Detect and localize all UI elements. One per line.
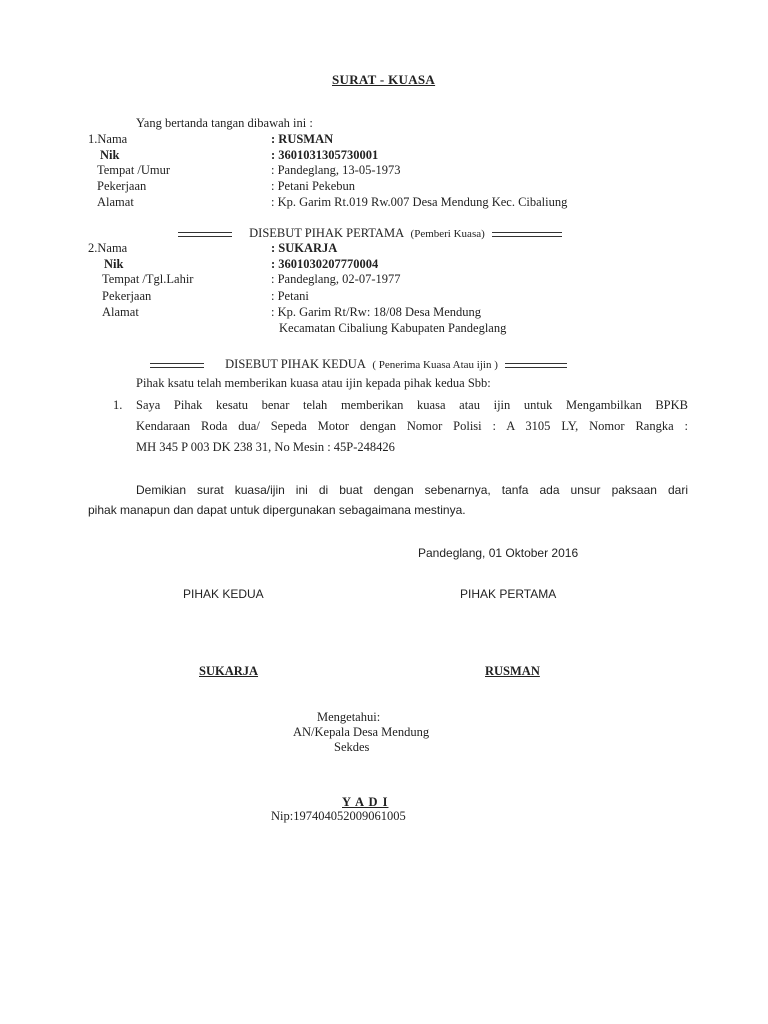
second-address-label: Alamat [102,305,139,319]
acknowledged-sub-position: Sekdes [334,740,370,754]
first-birth-value: : Pandeglang, 13-05-1973 [271,163,401,177]
first-designation [178,225,562,242]
second-nik-value: : 3601030207770004 [271,257,379,271]
acknowledged-label: Mengetahui: [317,710,381,724]
double-rule-left [150,363,204,368]
second-birth-label: Tempat /Tgl.Lahir [102,272,194,286]
item-number: 1. [113,398,123,412]
second-designation [150,356,567,373]
acknowledged-name: Y A D I [342,795,389,809]
second-address-continued: Kecamatan Cibaliung Kabupaten Pandeglang [279,321,507,335]
acknowledged-nip: Nip:197404052009061005 [271,809,406,823]
place-date: Pandeglang, 01 Oktober 2016 [418,546,579,560]
double-rule-right [492,232,562,237]
first-name-label: 1.Nama [88,132,128,146]
first-name-value: : RUSMAN [271,132,334,146]
second-birth-value: : Pandeglang, 02-07-1977 [271,272,401,286]
second-job-label: Pekerjaan [102,289,152,303]
first-designation-main: DISEBUT PIHAK PERTAMA [249,226,404,240]
second-designation-sub: ( Penerima Kuasa Atau ijin ) [372,359,498,371]
statement-line: Pihak ksatu telah memberikan kuasa atau ijin kepada pihak kedua Sbb: [136,376,491,390]
item-line-1: Saya Pihak kesatu benar telah memberikan kuasa atau ijin untuk Mengambilkan BPKB [136,398,688,412]
second-name-value: : SUKARJA [271,241,338,255]
second-job-value: : Petani [271,289,309,303]
first-designation-sub: (Pemberi Kuasa) [410,228,485,240]
closing-line-2: pihak manapun dan dapat untuk dipergunakan sebagaimana mestinya. [88,503,466,517]
acknowledged-position: AN/Kepala Desa Mendung [293,725,430,739]
item-line-2: Kendaraan Roda dua/ Sepeda Motor dengan Nomor Polisi : A 3105 LY, Nomor Rangka : [136,419,688,433]
signature-name-left: SUKARJA [199,664,259,678]
item-line-3: MH 345 P 003 DK 238 31, No Mesin : 45P-248426 [136,440,395,454]
second-address-value: : Kp. Garim Rt/Rw: 18/08 Desa Mendung [271,305,482,319]
first-address-label: Alamat [97,195,134,209]
first-birth-label: Tempat /Umur [97,163,171,177]
closing-line-1: Demikian surat kuasa/ijin ini di buat dengan sebenarnya, tanfa ada unsur paksaan dari [136,483,688,497]
intro-line: Yang bertanda tangan dibawah ini : [136,116,313,130]
first-job-value: : Petani Pekebun [271,179,356,193]
signature-role-left: PIHAK KEDUA [183,587,264,601]
first-nik-value: : 3601031305730001 [271,148,379,162]
second-nik-label: Nik [104,257,124,271]
second-name-label: 2.Nama [88,241,128,255]
double-rule-right [505,363,567,368]
signature-role-right: PIHAK PERTAMA [460,587,557,601]
second-designation-main: DISEBUT PIHAK KEDUA [225,357,366,371]
letter-title: SURAT - KUASA [332,72,436,87]
first-job-label: Pekerjaan [97,179,147,193]
double-rule-left [178,232,232,237]
signature-name-right: RUSMAN [485,664,540,678]
first-address-value: : Kp. Garim Rt.019 Rw.007 Desa Mendung Kec. Cibaliung [271,195,568,209]
first-nik-label: Nik [100,148,120,162]
